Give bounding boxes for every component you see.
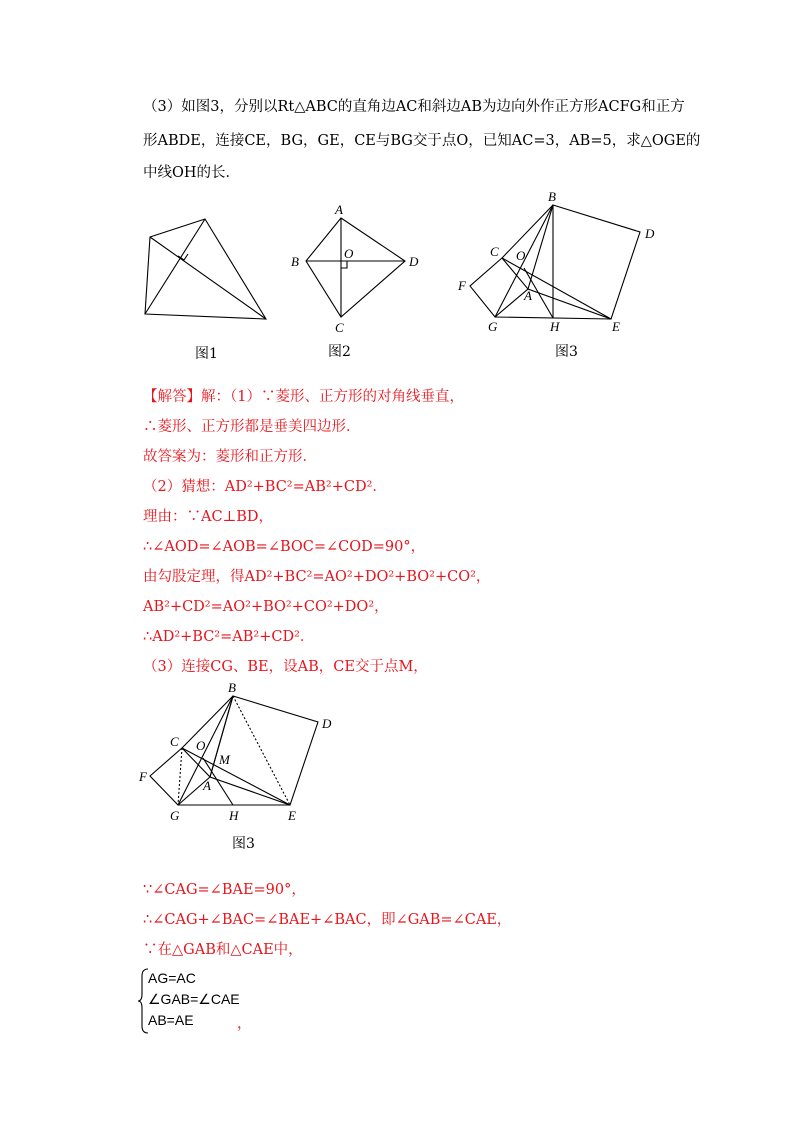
solution-line-1: 【解答】解：（1）∵菱形、正方形的对角线垂直， (143, 389, 464, 405)
fig4-seg-be (233, 696, 290, 805)
solution-line-4: （2）猜想：AD²+BC²=AB²+CD²． (143, 479, 387, 495)
fig3-label-o: O (516, 248, 526, 263)
fig4-square-abde (210, 696, 318, 805)
figure-2-caption: 图2 (328, 344, 351, 360)
figure-4-caption: 图3 (232, 836, 255, 852)
solution-line-7: 由勾股定理，得AD²+BC²=AO²+DO²+BO²+CO²， (143, 569, 491, 585)
solution-line-9: ∴AD²+BC²=AB²+CD²． (143, 629, 315, 645)
fig3-label-b: B (548, 189, 556, 204)
fig3-label-g: G (488, 319, 498, 334)
fig4-label-e: E (288, 808, 296, 823)
fig2-label-c: C (335, 320, 344, 335)
fig4-label-h: H (229, 808, 239, 823)
fig4-label-m: M (219, 752, 230, 767)
solution-line-5: 理由：∵AC⊥BD， (143, 509, 273, 525)
system-eq-1: AG=AC (148, 970, 196, 986)
figure-3-caption: 图3 (555, 344, 578, 360)
solution-line-2: ∴菱形、正方形都是垂美四边形． (143, 419, 361, 435)
system-equations (148, 968, 240, 1031)
fig3-label-h: H (550, 319, 560, 334)
fig3-label-f: F (458, 278, 466, 293)
fig2-label-a: A (335, 202, 343, 217)
fig4-label-a: A (203, 778, 211, 793)
system-trailing-comma: ， (237, 1016, 252, 1032)
fig2-label-o: O (344, 246, 354, 261)
fig2-rhombus (306, 218, 405, 317)
solution-line-3: 故答案为：菱形和正方形． (143, 449, 317, 465)
fig3-label-d: D (645, 226, 655, 241)
fig3-label-e: E (612, 319, 620, 334)
fig4-label-g: G (170, 808, 180, 823)
fig3-label-c: C (490, 244, 499, 259)
fig2-right-angle-mark (341, 261, 347, 268)
solution-line-8: AB²+CD²=AO²+BO²+CO²+DO²， (143, 599, 389, 615)
solution-line-10: （3）连接CG、BE，设AB，CE交于点M， (143, 659, 428, 675)
problem-line-2: 形ABDE，连接CE，BG，GE，CE与BG交于点O，已知AC=3，AB=5，求△OGE的 (143, 133, 701, 149)
figure-1-caption: 图1 (195, 346, 218, 362)
fig3-seg-ce (502, 258, 611, 319)
fig3-square-abde (528, 205, 640, 319)
system-eq-3: AB=AE (148, 1012, 194, 1028)
fig4-label-c: C (170, 734, 179, 749)
fig4-label-o: O (196, 738, 206, 753)
fig2-label-b: B (291, 254, 299, 269)
problem-line-1: （3）如图3，分别以Rt△ABC的直角边AC和斜边AB为边向外作正方形ACFG和正方 (143, 99, 685, 115)
fig4-seg-cg (178, 748, 182, 805)
fig1-quadrilateral (145, 219, 266, 319)
fig1-diagonal-2 (145, 219, 205, 314)
fig2-label-d: D (409, 254, 419, 269)
solution-line-11: ∵∠CAG=∠BAE=90°， (143, 882, 306, 898)
problem-line-3: 中线OH的长． (143, 165, 241, 181)
fig3-label-a: A (524, 288, 532, 303)
fig4-label-d: D (322, 716, 332, 731)
fig4-seg-ce (182, 748, 290, 805)
fig4-label-f: F (139, 769, 147, 784)
solution-line-12: ∴∠CAG+∠BAC=∠BAE+∠BAC，即∠GAB=∠CAE， (143, 912, 512, 928)
fig4-label-b: B (228, 680, 236, 695)
solution-line-13: ∵在△GAB和△CAE中， (143, 942, 303, 958)
solution-line-6: ∴∠AOD=∠AOB=∠BOC=∠COD=90°， (143, 539, 426, 555)
system-eq-2: ∠GAB=∠CAE (148, 991, 240, 1007)
